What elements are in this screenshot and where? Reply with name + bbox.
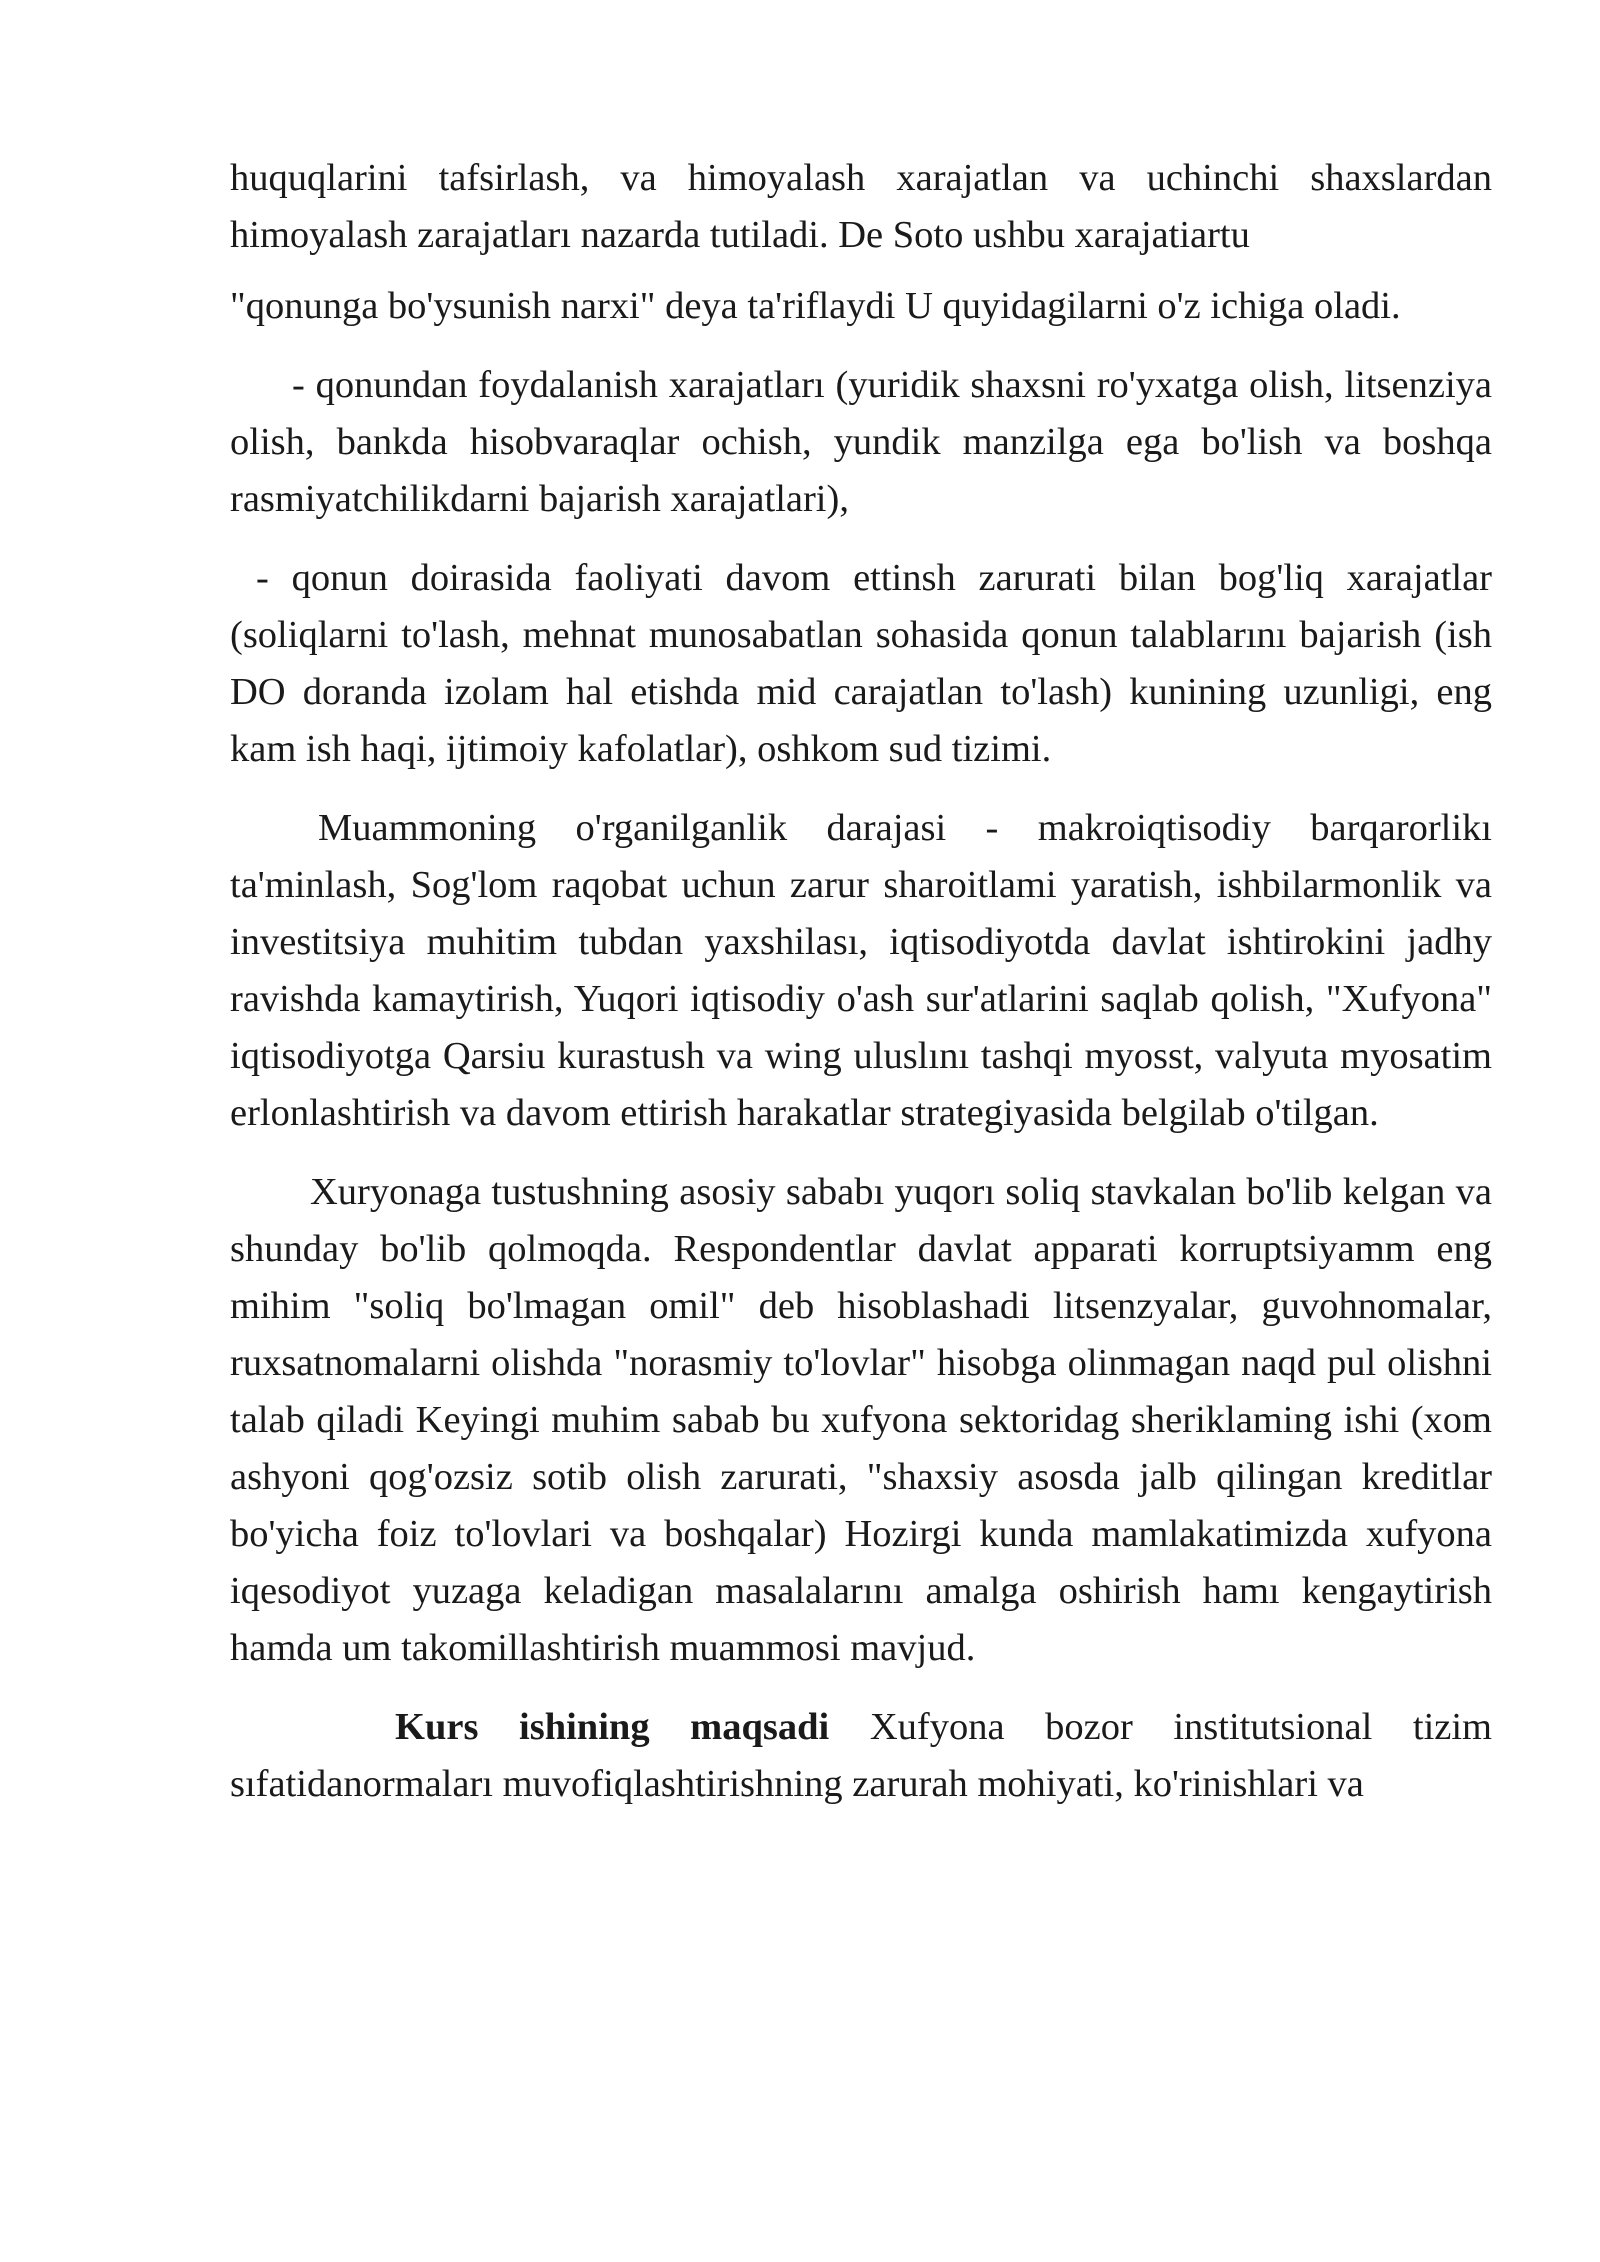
paragraph-7-text: Xufyona bozor institutsional tizim sıfatidanormaları muvofiqlashtirishning zarurah mohiyati, ko'rinishlari va: [230, 1706, 1492, 1805]
kurs-maqsadi-heading: Kurs ishining maqsadi: [395, 1706, 830, 1748]
paragraph-5: Muammoning o'rganilganlik darajasi - makroiqtisodiy barqarorlikı ta'minlash, Sog'lom raqobat uchun zarur sharoitlami yaratish, ishbilarmonlik va investitsiya muhitim tubdan yaxshilası, iqtisodiyotda davlat ishtirokini jadhy ravishda kamaytirish, Yuqori iqtisodiy o'ash sur'atlarini saqlab qolish, "Xufyona" iqtisodiyotga Qarsiu kurastush va wing uluslını tashqi myosst, valyuta myosatim erlonlashtirish va davom ettirish harakatlar strategiyasida belgilab o'tilgan.: [230, 807, 1492, 1134]
paragraph-7: [230, 1699, 1492, 1813]
paragraph-1: huquqlarini tafsirlash, va himoyalash xarajatlan va uchinchi shaxslardan himoyalash zarajatları nazarda tutiladi. De Soto ushbu xarajatiartu: [230, 157, 1492, 256]
document-page: [230, 150, 1492, 1835]
paragraph-3-list-item: - qonundan foydalanish xarajatları (yuridik shaxsni ro'yxatga olish, litsenziya olish, bankda hisobvaraqlar ochish, yundik manzilga ega bo'lish va boshqa rasmiyatchilikdarni bajarish xarajatlari),: [230, 364, 1492, 520]
paragraph-4-list-item: - qonun doirasida faoliyati davom ettinsh zarurati bilan bog'liq xarajatlar (soliqlarni to'lash, mehnat munosabatlan sohasida qonun talablarını bajarish (ish DO doranda izolam hal etishda mid carajatlan to'lash) kunining uzunligi, eng kam ish haqi, ijtimoiy kafolatlar), oshkom sud tizimi.: [230, 557, 1492, 770]
paragraph-2: "qonunga bo'ysunish narxi" deya ta'riflaydi U quyidagilarni o'z ichiga oladi.: [230, 285, 1401, 327]
paragraph-6: Xuryonaga tustushning asosiy sababı yuqorı soliq stavkalan bo'lib kelgan va shunday bo'lib qolmoqda. Respondentlar davlat apparati korruptsiyamm eng mihim "soliq bo'lmagan omil" deb hisoblashadi litsenzyalar, guvohnomalar, ruxsatnomalarni olishda "norasmiy to'lovlar" hisobga olinmagan naqd pul olishni talab qiladi Keyingi muhim sabab bu xufyona sektoridag sheriklaming ishi (xom ashyoni qog'ozsiz sotib olish zarurati, "shaxsiy asosda jalb qilingan kreditlar bo'yicha foiz to'lovlari va boshqalar) Hozirgi kunda mamlakatimizda xufyona iqesodiyot yuzaga keladigan masalalarını amalga oshirish hamı kengaytirish hamda um takomillashtirish muammosi mavjud.: [230, 1171, 1492, 1669]
